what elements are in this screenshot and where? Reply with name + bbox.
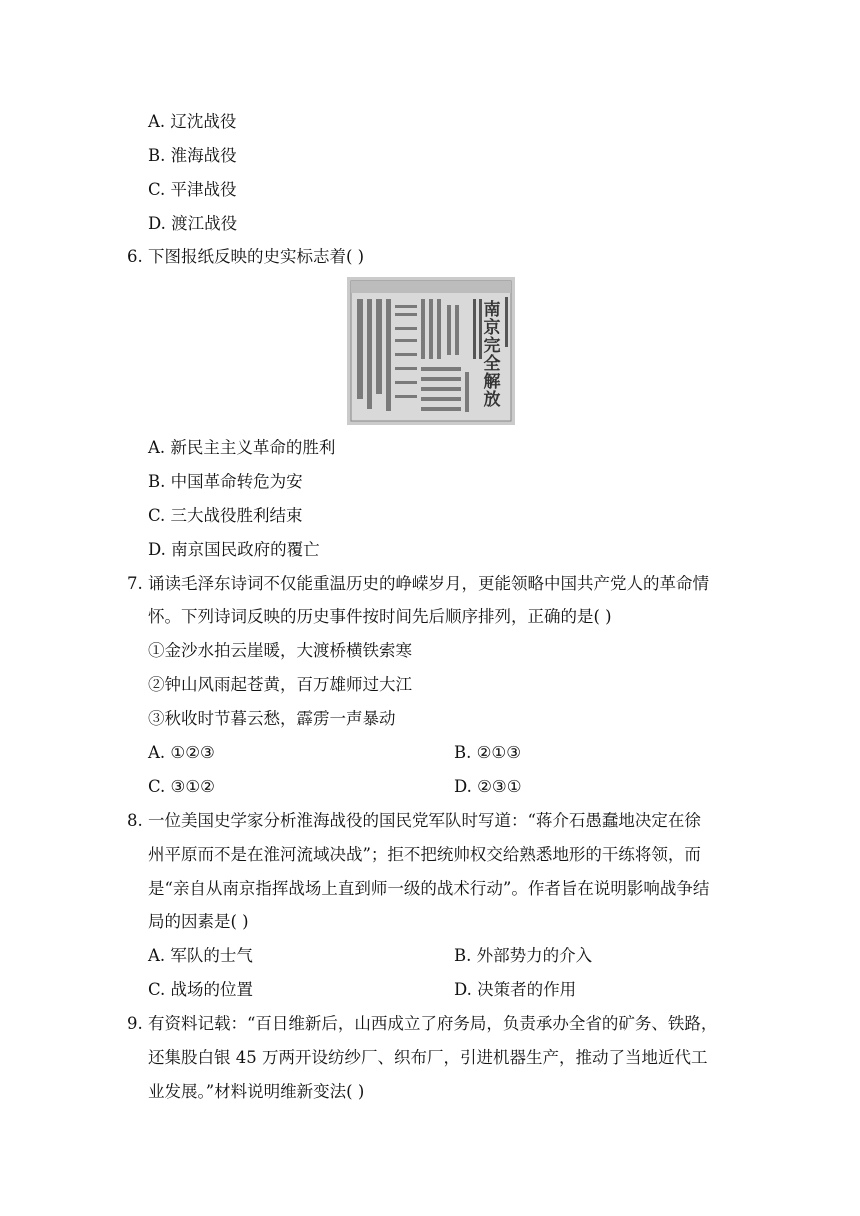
q6-stem: 6. 下图报纸反映的史实标志着( ) (127, 247, 365, 266)
q7-poem-1: ①金沙水拍云崖暖，大渡桥横铁索寒 (148, 641, 412, 660)
svg-text:京: 京 (483, 318, 501, 338)
q8-stem-line4: 局的因素是( ) (148, 912, 249, 931)
q7-poem-3: ③秋收时节暮云愁，霹雳一声暴动 (148, 709, 396, 728)
q7-option-c: C. ③①② (148, 777, 215, 796)
q6-option-b: B. 中国革命转危为安 (148, 472, 303, 491)
q5-option-c: C. 平津战役 (148, 180, 237, 199)
svg-text:南: 南 (483, 300, 501, 320)
q7-poem-2: ②钟山风雨起苍黄，百万雄师过大江 (148, 675, 412, 694)
q7-stem-line1: 7. 诵读毛泽东诗词不仅能重温历史的峥嵘岁月，更能领略中国共产党人的革命情 (127, 574, 709, 593)
q8-option-a: A. 军队的士气 (148, 946, 253, 965)
q9-stem-line1: 9. 有资料记载：“百日维新后，山西成立了府务局，负责承办全省的矿务、铁路， (127, 1014, 718, 1033)
q7-option-b: B. ②①③ (454, 743, 521, 762)
q6-option-c: C. 三大战役胜利结束 (148, 506, 303, 525)
q6-option-a: A. 新民主主义革命的胜利 (148, 438, 336, 457)
svg-text:解: 解 (483, 372, 501, 392)
q8-stem-line2: 州平原而不是在淮河流域决战”；拒不把统帅权交给熟悉地形的干练将领，而 (148, 845, 701, 864)
q8-option-b: B. 外部势力的介入 (454, 946, 593, 965)
q8-stem-line1: 8. 一位美国史学家分析淮海战役的国民党军队时写道：“蒋介石愚蠢地决定在徐 (127, 811, 701, 830)
q7-option-d: D. ②③① (454, 777, 522, 796)
q5-option-b: B. 淮海战役 (148, 146, 237, 165)
q6-option-d: D. 南京国民政府的覆亡 (148, 540, 320, 559)
svg-text:完: 完 (483, 336, 501, 356)
svg-text:全: 全 (483, 354, 501, 374)
q8-stem-line3: 是“亲自从南京指挥战场上直到师一级的战术行动”。作者旨在说明影响战争结 (148, 879, 710, 898)
q9-stem-line2: 还集股白银 45 万两开设纺纱厂、织布厂，引进机器生产，推动了当地近代工 (148, 1048, 708, 1067)
q8-option-d: D. 决策者的作用 (454, 980, 577, 999)
svg-text:放: 放 (483, 390, 501, 410)
q9-stem-line3: 业发展。”材料说明维新变法( ) (148, 1082, 365, 1101)
q7-stem-line2: 怀。下列诗词反映的历史事件按时间先后顺序排列，正确的是( ) (148, 607, 612, 626)
q5-option-d: D. 渡江战役 (148, 214, 238, 233)
q5-option-a: A. 辽沈战役 (148, 112, 237, 131)
q7-option-a: A. ①②③ (148, 743, 215, 762)
q8-option-c: C. 战场的位置 (148, 980, 254, 999)
newspaper-image (347, 277, 515, 425)
